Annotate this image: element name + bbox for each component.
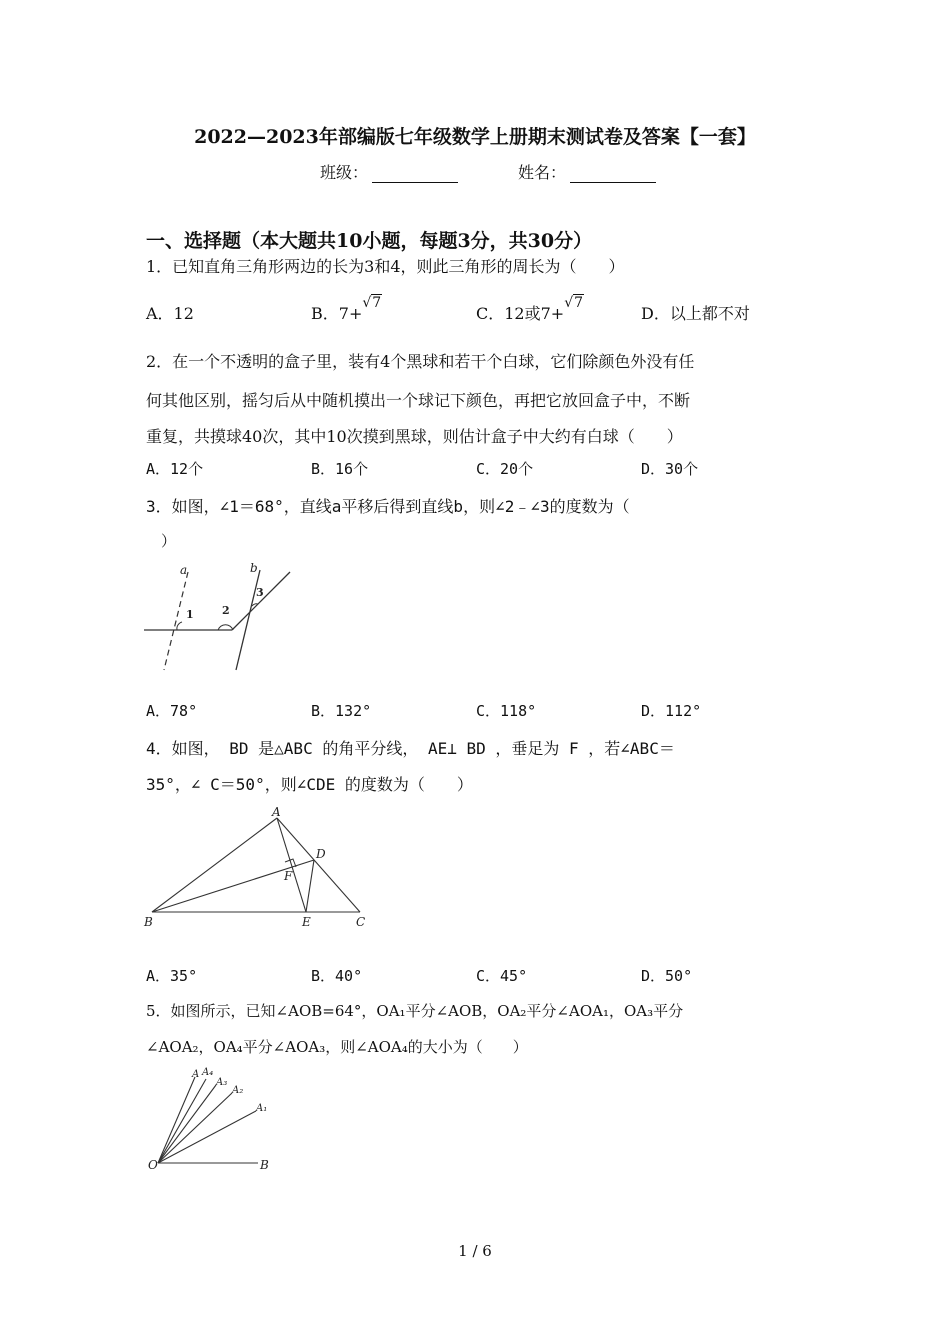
section-heading: 一、选择题（本大题共10小题，每题3分，共30分） — [146, 230, 593, 252]
q3-option-a: A．78° — [146, 702, 198, 720]
q3-figure — [140, 560, 300, 675]
q1-option-c — [476, 295, 584, 324]
q3-option-c: C．118° — [476, 702, 537, 720]
sqrt-7: √7 — [564, 295, 584, 311]
ray-oa2 — [158, 1093, 232, 1163]
q4-option-b: B．40° — [311, 967, 363, 985]
page-number: 1 / 6 — [458, 1242, 492, 1260]
class-blank[interactable] — [372, 168, 458, 183]
q4-option-d: D．50° — [641, 967, 693, 985]
segment-de — [306, 860, 314, 912]
label-A2: A₂ — [232, 1085, 244, 1096]
segment-bd — [152, 860, 314, 912]
q3-option-d: D．112° — [641, 702, 702, 720]
sqrt-7: √7 — [362, 295, 382, 311]
question-4-line-1: 4．如图， BD 是△ABC 的角平分线， AE⊥ BD ，垂足为 F ，若∠ABC＝ — [146, 739, 675, 758]
line-a-dashed — [164, 572, 188, 670]
label-D: D — [316, 847, 326, 861]
q2-option-c: C．20个 — [476, 460, 534, 478]
question-5-line-2: ∠AOA₂，OA₄平分∠AOA₃，则∠AOA₄的大小为（ ） — [146, 1038, 528, 1056]
q1-option-d: D．以上都不对 — [641, 304, 750, 323]
q1-option-c-label: C．12或7+ — [476, 304, 565, 323]
question-2-line-1: 2．在一个不透明的盒子里，装有4个黑球和若干个白球，它们除颜色外没有任 — [146, 352, 695, 371]
q4-figure — [140, 800, 380, 935]
q2-option-a: A．12个 — [146, 460, 204, 478]
class-label: 班级： — [320, 163, 369, 182]
question-4-line-2: 35°，∠ C＝50°，则∠CDE 的度数为（ ） — [146, 775, 473, 794]
line-b — [236, 570, 260, 670]
q4-option-a: A．35° — [146, 967, 198, 985]
name-blank[interactable] — [570, 168, 656, 183]
question-5-line-1: 5．如图所示，已知∠AOB=64°，OA₁平分∠AOB，OA₂平分∠AOA₁，OA₃平分 — [146, 1002, 684, 1020]
q2-option-b: B．16个 — [311, 460, 369, 478]
question-2-line-3: 重复，共摸球40次，其中10次摸到黑球，则估计盒子中大约有白球（ ） — [146, 427, 683, 446]
page-title: 2022—2023年部编版七年级数学上册期末测试卷及答案【一套】 — [194, 126, 756, 148]
label-B: B — [260, 1158, 269, 1172]
segment-ae — [277, 818, 306, 912]
label-A4: A₄ — [202, 1067, 214, 1078]
class-field — [320, 160, 458, 183]
label-E: E — [302, 915, 311, 929]
label-A1: A₁ — [256, 1103, 268, 1114]
q2-option-d: D．30个 — [641, 460, 699, 478]
label-A3: A₃ — [216, 1077, 228, 1088]
label-B: B — [144, 915, 153, 929]
label-2: 2 — [222, 604, 230, 617]
q1-option-b — [311, 295, 382, 324]
label-A: A — [192, 1069, 200, 1080]
name-label: 姓名： — [518, 163, 567, 182]
q4-option-c: C．45° — [476, 967, 528, 985]
question-2-line-2: 何其他区别，摇匀后从中随机摸出一个球记下颜色，再把它放回盒子中，不断 — [146, 391, 691, 410]
q1-option-a: A．12 — [146, 304, 194, 323]
side-ab — [152, 818, 277, 912]
label-F: F — [284, 869, 293, 883]
question-3-line-2: ） — [146, 532, 177, 550]
label-C: C — [356, 915, 366, 929]
question-3-line-1: 3．如图，∠1＝68°，直线a平移后得到直线b，则∠2﹣∠3的度数为（ — [146, 497, 630, 516]
label-b: b — [250, 561, 258, 575]
label-A: A — [272, 805, 281, 819]
name-field — [518, 160, 656, 183]
angle-2-arc — [218, 625, 233, 630]
angle-1-arc — [177, 622, 182, 630]
q1-option-b-label: B．7+ — [311, 304, 363, 323]
question-1-text: 1．已知直角三角形两边的长为3和4，则此三角形的周长为（ ） — [146, 257, 625, 276]
label-O: O — [148, 1158, 158, 1172]
label-a: a — [180, 563, 188, 577]
side-ac — [277, 818, 360, 912]
label-1: 1 — [186, 608, 194, 621]
slant-segment — [232, 572, 290, 630]
label-3: 3 — [256, 586, 264, 599]
q3-option-b: B．132° — [311, 702, 372, 720]
q5-figure — [140, 1065, 290, 1180]
